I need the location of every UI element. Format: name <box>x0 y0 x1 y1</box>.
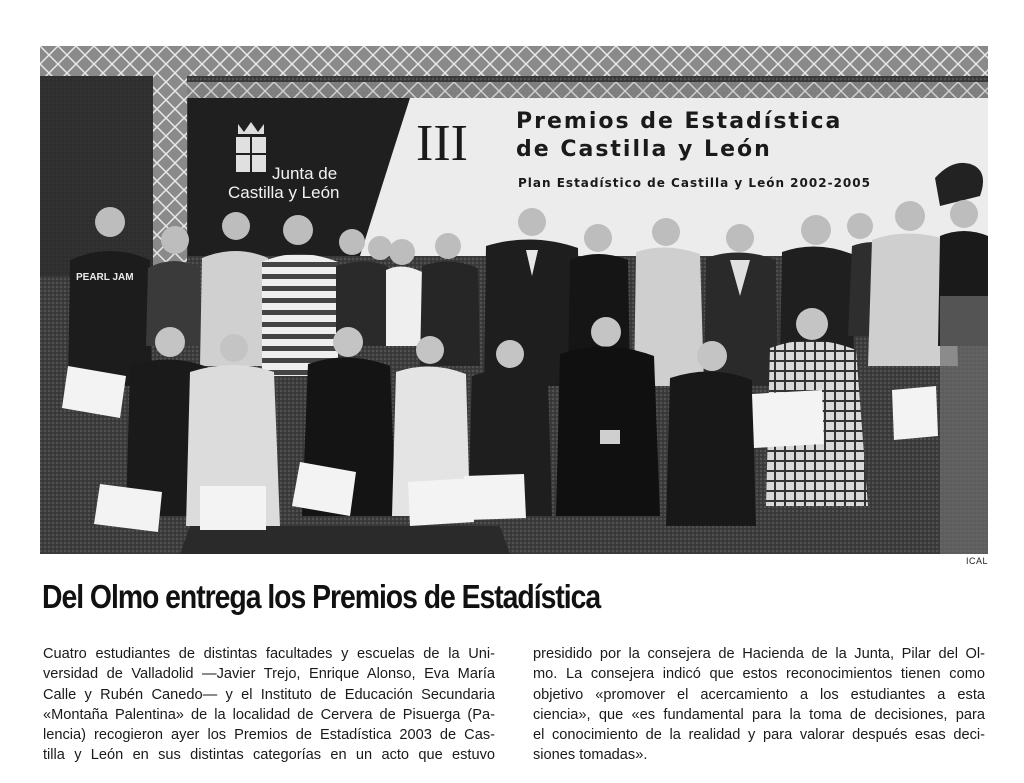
banner-title-line2: de Castilla y León <box>516 137 772 162</box>
article-line: versidad de Valladolid —Javier Trejo, Enrique Alonso, Eva María <box>43 666 495 683</box>
article-line: presidido por la consejera de Hacienda de la Junta, Pilar del Ol- <box>533 646 985 662</box>
article-column-1 <box>43 644 495 766</box>
article-line: mo. La consejera indicó que estos reconocimientos tienen como <box>533 666 985 683</box>
banner-subtitle: Plan Estadístico de Castilla y León 2002-2005 <box>518 176 871 190</box>
article-line: ciencia», que «es fundamental para la toma de decisiones, para <box>533 706 985 723</box>
award-ceremony-photo <box>40 46 988 554</box>
coat-of-arms-icon <box>236 122 266 172</box>
institution-line2: Castilla y León <box>228 183 340 202</box>
news-photo <box>40 46 988 554</box>
photo-credit: ICAL <box>966 556 989 566</box>
article-line: siones tomadas». <box>533 747 648 764</box>
article-line: tilla y León en sus distintas categorías en un acto que estuvo <box>43 747 495 764</box>
article-line: objetivo «promover el acercamiento a los estudiantes a esta <box>533 686 985 703</box>
article-line: lencia) recogieron ayer los Premios de Estadística 2003 de Cas- <box>43 727 495 744</box>
article-line: el conocimiento de la realidad y para valorar después esas deci- <box>533 727 985 744</box>
institution-line1: Junta de <box>272 164 338 183</box>
article-line: «Montaña Palentina» de la localidad de Cervera de Pisuerga (Pa- <box>43 706 495 723</box>
banner-title-line1: Premios de Estadística <box>516 109 843 134</box>
article-headline: Del Olmo entrega los Premios de Estadística <box>42 578 601 615</box>
article-line: Cuatro estudiantes de distintas facultades y escuelas de la Uni- <box>43 646 495 662</box>
shirt-print: PEARL JAM <box>76 272 134 283</box>
article-line: Calle y Rubén Canedo— y el Instituto de Educación Secundaria <box>43 686 495 703</box>
article-column-2 <box>533 644 985 766</box>
banner-roman-numeral: III <box>416 115 468 172</box>
